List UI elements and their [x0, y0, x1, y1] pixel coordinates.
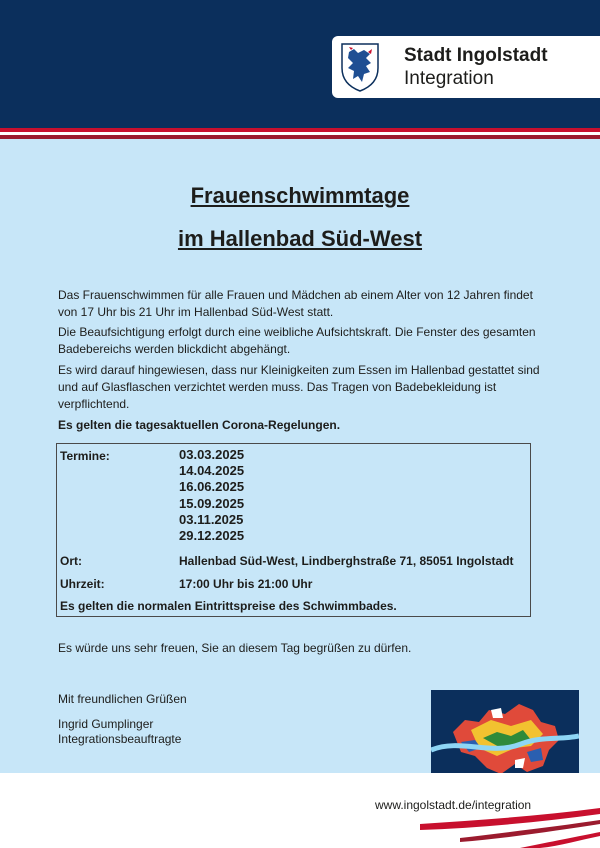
date-item: 03.03.2025: [179, 447, 245, 462]
city-logo: [332, 36, 600, 98]
footer-url-link[interactable]: www.ingolstadt.de/integration: [375, 798, 532, 812]
brand-title: Stadt Ingolstadt: [404, 45, 548, 66]
termine-label: Termine:: [60, 449, 110, 463]
greeting: Mit freundlichen Grüßen: [58, 692, 187, 706]
page-title: Frauenschwimmtage: [190, 183, 410, 208]
body-paragraph-1: Das Frauenschwimmen für alle Frauen und Mädchen ab einem Alter von 12 Jahren findet von 17 Uhr bis 21 Uhr im Hallenbad Süd-West statt.: [58, 288, 533, 319]
ort-label: Ort:: [60, 554, 82, 568]
corona-notice: Es gelten die tagesaktuellen Corona-Regelungen.: [58, 418, 341, 432]
closing-text: Es würde uns sehr freuen, Sie an diesem Tag begrüßen zu dürfen.: [58, 641, 412, 655]
body-paragraph-3: Es wird darauf hingewiesen, dass nur Kleinigkeiten zum Essen im Hallenbad gestattet sind und auf Glasflaschen verzichtet werden muss. Das Tragen von Badebekleidung ist verpflichtend.: [58, 363, 540, 411]
uhrzeit-value: 17:00 Uhr bis 21:00 Uhr: [179, 577, 313, 591]
date-item: 29.12.2025: [179, 527, 245, 543]
date-item: 16.06.2025: [179, 479, 245, 495]
uhrzeit-label: Uhrzeit:: [60, 577, 105, 591]
date-item: 14.04.2025: [179, 463, 245, 479]
signatory-role: Integrationsbeauftragte: [58, 732, 182, 746]
page-subtitle: im Hallenbad Süd-West: [177, 226, 423, 251]
dates-list: [179, 447, 244, 544]
brand-subtitle: Integration: [404, 68, 494, 89]
info-box: [56, 443, 531, 617]
ort-value: Hallenbad Süd-West, Lindberghstraße 71, 85051 Ingolstadt: [179, 554, 514, 568]
flag-map-icon: [431, 690, 579, 785]
body-paragraph-2: Die Beaufsichtigung erfolgt durch eine weibliche Aufsichtskraft. Die Fenster des gesamten Badebereichs werden blickdicht abgehängt.: [58, 325, 536, 356]
price-note: Es gelten die normalen Eintrittspreise des Schwimmbades.: [60, 599, 397, 613]
date-item: 15.09.2025: [179, 495, 245, 511]
signatory-name: Ingrid Gumplinger: [58, 717, 154, 731]
panther-crest-icon: [340, 42, 380, 92]
date-item: 03.11.2025: [179, 511, 244, 527]
